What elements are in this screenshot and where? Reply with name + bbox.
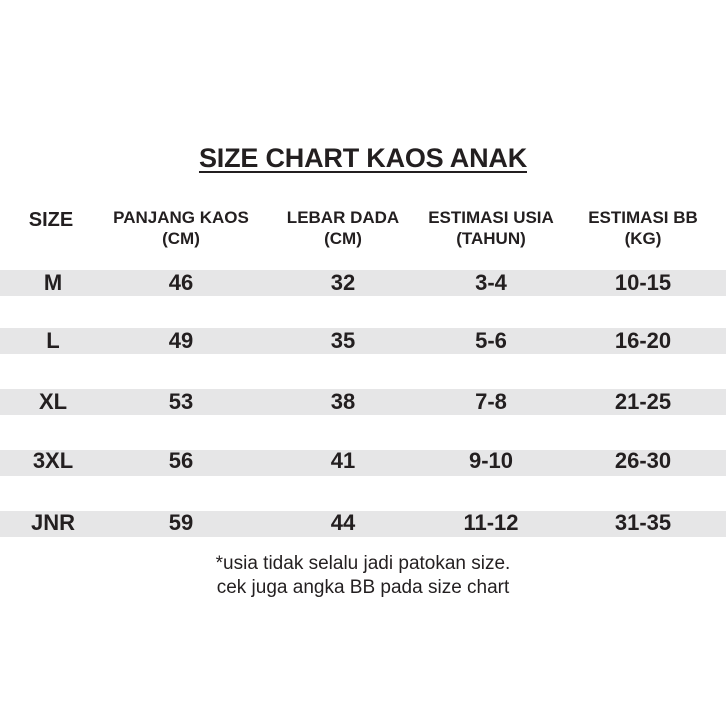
cell-panjang: 46 <box>168 270 194 295</box>
table-header <box>0 207 726 257</box>
cell-usia: 7-8 <box>475 389 507 414</box>
cell-lebar: 41 <box>330 448 356 473</box>
chart-title <box>0 143 726 174</box>
cell-lebar: 35 <box>330 328 356 353</box>
cell-size: L <box>46 328 60 353</box>
column-header-bb <box>588 207 698 249</box>
cell-lebar: 38 <box>330 389 356 414</box>
column-header-lebar-unit: (CM) <box>324 229 362 248</box>
chart-title-text: SIZE CHART KAOS ANAK <box>198 143 527 173</box>
cell-size: M <box>43 270 63 295</box>
column-header-size-label: SIZE <box>28 209 74 231</box>
column-header-usia-label: ESTIMASI USIA <box>428 208 554 227</box>
column-header-lebar <box>287 207 399 249</box>
cell-usia: 5-6 <box>475 328 507 353</box>
cell-usia: 9-10 <box>468 448 514 473</box>
cell-bb: 26-30 <box>614 448 672 473</box>
cell-panjang: 59 <box>168 510 194 535</box>
footnote <box>0 552 726 600</box>
column-header-panjang <box>113 207 249 249</box>
cell-panjang: 53 <box>168 389 194 414</box>
cell-size: JNR <box>30 510 76 535</box>
cell-usia: 3-4 <box>475 270 507 295</box>
column-header-panjang-label: PANJANG KAOS <box>113 208 249 227</box>
column-header-usia <box>428 207 554 249</box>
cell-bb: 21-25 <box>614 389 672 414</box>
cell-lebar: 44 <box>330 510 356 535</box>
cell-usia: 11-12 <box>463 510 519 535</box>
column-header-size <box>29 210 73 231</box>
column-header-bb-unit: (KG) <box>624 229 662 248</box>
column-header-bb-label: ESTIMASI BB <box>588 208 698 227</box>
cell-panjang: 56 <box>168 448 194 473</box>
cell-bb: 10-15 <box>614 270 672 295</box>
column-header-lebar-label: LEBAR DADA <box>286 208 400 227</box>
column-header-usia-unit: (TAHUN) <box>456 229 526 248</box>
cell-panjang: 49 <box>168 328 194 353</box>
footnote-line-1: *usia tidak selalu jadi patokan size. <box>215 553 511 574</box>
cell-size: 3XL <box>32 448 74 473</box>
cell-bb: 16-20 <box>614 328 672 353</box>
cell-size: XL <box>38 389 68 414</box>
footnote-line-2: cek juga angka BB pada size chart <box>216 577 510 598</box>
cell-bb: 31-35 <box>614 510 672 535</box>
column-header-panjang-unit: (CM) <box>162 229 200 248</box>
cell-lebar: 32 <box>330 270 356 295</box>
